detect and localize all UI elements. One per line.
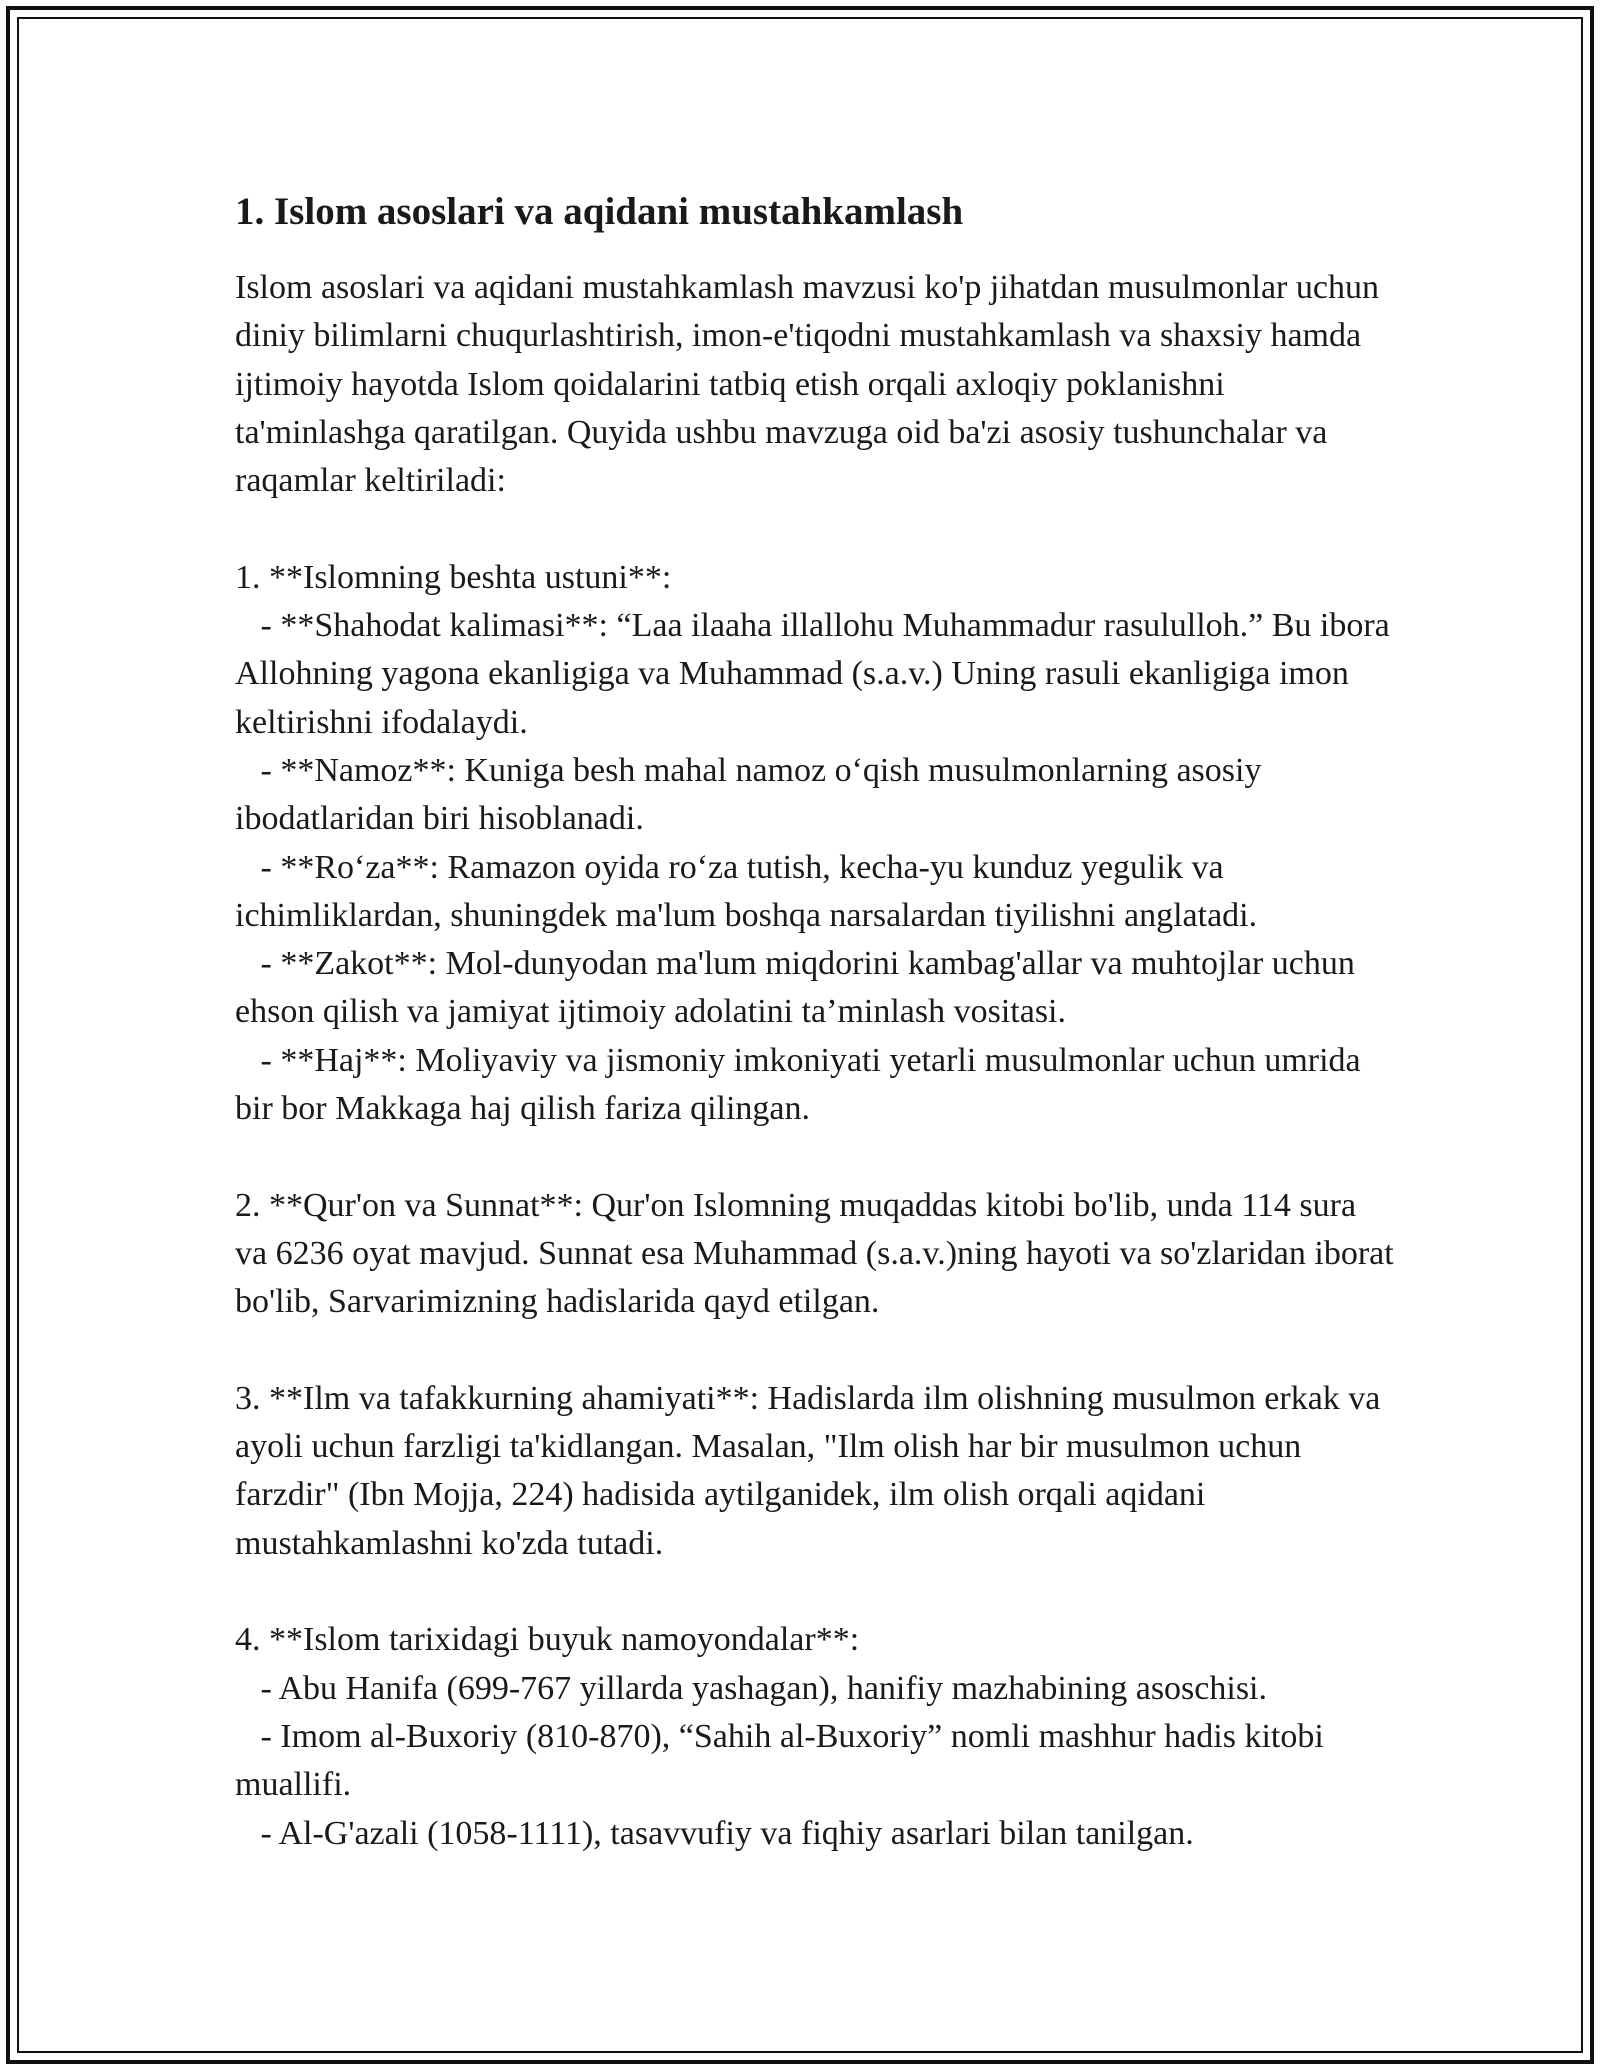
document-body [235, 264, 1395, 1858]
list-item-haj: - **Haj**: Moliyaviy va jismoniy imkoniyati yetarli musulmonlar uchun umrida bir bor Makkaga haj qilish fariza qilingan. [235, 1041, 1370, 1128]
paragraph-spacer [235, 1327, 1395, 1375]
section-ilm: 3. **Ilm va tafakkurning ahamiyati**: Hadislarda ilm olishning musulmon erkak va ayoli uchun farzligi ta'kidlangan. Masalan, "Ilm olish har bir musulmon uchun farzdir" (Ibn Mojja, 224) hadisida aytilganidek, ilm olish orqali aqidani mustahkamlashni ko'zda tutadi. [235, 1379, 1381, 1562]
intro-paragraph: Islom asoslari va aqidani mustahkamlash mavzusi ko'p jihatdan musulmonlar uchun diniy bilimlarni chuqurlashtirish, imon-e'tiqodni mustahkamlash va shaxsiy hamda ijtimoiy hayotda Islom qoidalarini tatbiq etish orqali axloqiy poklanishni ta'minlashga qaratilgan. Quyida ushbu mavzuga oid ba'zi asosiy tushunchalar va raqamlar keltiriladi: [235, 269, 1379, 500]
list-item-shahodat: - **Shahodat kalimasi**: “Laa ilaaha illallohu Muhammadur rasululloh.” Bu ibora Allohning yagona ekanligiga va Muhammad (s.a.v.) Uning rasuli ekanligiga imon keltirishni ifodalaydi. [235, 607, 1397, 741]
list-item-al-buxoriy: - Imom al-Buxoriy (810-870), “Sahih al-Buxoriy” nomli mashhur hadis kitobi muallifi. [235, 1717, 1333, 1804]
section-quran-sunnat: 2. **Qur'on va Sunnat**: Qur'on Islomning muqaddas kitobi bo'lib, unda 114 sura va 6236 oyat mavjud. Sunnat esa Muhammad (s.a.v.)ning hayoti va so'zlaridan iborat bo'lib, Sarvarimizning hadislarida qayd etilgan. [235, 1186, 1394, 1321]
section-pillars-heading: 1. **Islomning beshta ustuni**: [235, 558, 672, 596]
section-figures-heading: 4. **Islom tarixidagi buyuk namoyondalar**: [235, 1621, 860, 1659]
list-item-namoz: - **Namoz**: Kuniga besh mahal namoz o‘qish musulmonlarning asosiy ibodatlaridan biri hisoblanadi. [235, 751, 1270, 838]
list-item-zakot: - **Zakot**: Mol-dunyodan ma'lum miqdorini kambag'allar va muhtojlar uchun ehson qilish va jamiyat ijtimoiy adolatini ta’minlash vositasi. [235, 945, 1364, 1031]
section-pillars [235, 554, 1395, 1134]
document-content [235, 186, 1395, 1858]
paragraph-spacer [235, 505, 1395, 553]
section-figures [235, 1616, 1395, 1857]
list-item-roza: - **Ro‘za**: Ramazon oyida ro‘za tutish, kecha-yu kunduz yegulik va ichimliklardan, shuningdek ma'lum boshqa narsalardan tiyilishni anglatadi. [235, 848, 1258, 934]
paragraph-spacer [235, 1568, 1395, 1616]
paragraph-spacer [235, 1133, 1395, 1181]
list-item-al-gazali: - Al-G'azali (1058-1111), tasavvufiy va fiqhiy asarlari bilan tanilgan. [235, 1814, 1194, 1852]
document-title: 1. Islom asoslari va aqidani mustahkamlash [235, 190, 964, 233]
list-item-abu-hanifa: - Abu Hanifa (699-767 yillarda yashagan), hanifiy mazhabining asoschisi. [235, 1669, 1268, 1707]
